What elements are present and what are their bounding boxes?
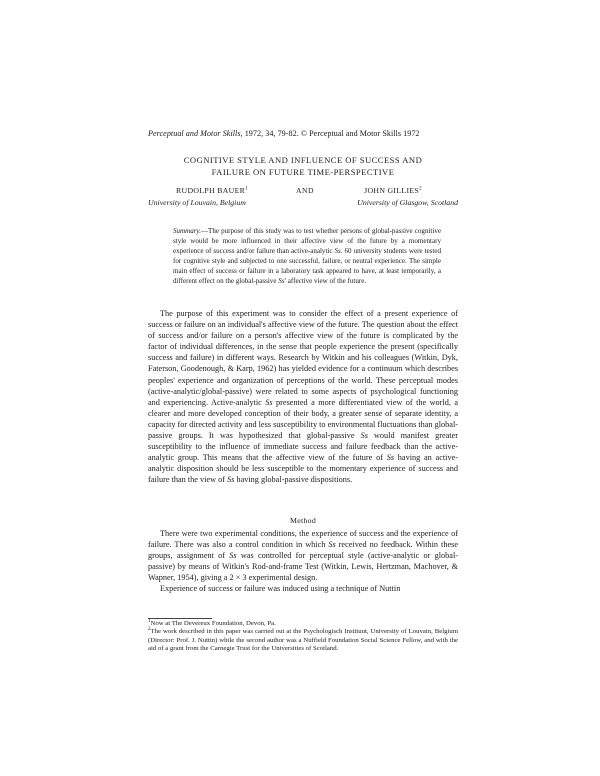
author-1	[148, 185, 272, 209]
author-2-affiliation: University of Glasgow, Scotland	[357, 198, 458, 207]
title-line-2: FAILURE ON FUTURE TIME-PERSPECTIVE	[211, 166, 395, 177]
footnote-divider	[148, 618, 212, 619]
author-2-name: JOHN GILLIES$^2$	[364, 186, 422, 195]
method-paragraph-2: Experience of success or failure was induced using a technique of Nuttin	[160, 584, 401, 594]
citation-details: 1972, 34, 79-82. © Perceptual and Motor Skills 1972	[244, 129, 420, 138]
author-1-affiliation: University of Louvain, Belgium	[148, 198, 246, 207]
abstract: Summary.—The purpose of this study was to test whether persons of global-passive cognitive style would be more influenced in their affective view of the future by a momentary experience of success and/or failure than active-analytic Ss. 60 university students were tested for cognitive style and subjected to one successful, failure, or neutral experience. The simple main effect of success or failure in a laboratory task appeared to have, at least temporarily, a different effect on the global-passive Ss' affective view of the future.	[173, 227, 441, 286]
author-2-footnote-mark: 2	[419, 186, 422, 192]
journal-citation	[148, 129, 458, 138]
author-1-name: RUDOLPH BAUER$^1$	[176, 186, 248, 195]
footnote-2: $^2$The work described in this paper was carried out at the Psychologisch Instituut, University of Louvain, Belgium (Director: Prof. J. Nuttin) while the second author was a Nuffield Foundation Social Science Fellow, and with the aid of a grant from the Carnegie Trust for the Universities of Scotland.	[148, 627, 458, 652]
footnote-1: $^1$Now at The Devereux Foundation, Devon, Pa.	[148, 618, 276, 627]
author-1-footnote-mark: 1	[245, 186, 248, 192]
intro-paragraph: The purpose of this experiment was to consider the effect of a present experience of success or failure on an individual's affective view of the future. The question about the effect of success and/or failure on a person's affective view of the future is complicated by the factor of individual differences, in the sense that people experience the present (specifically success and failure) in different ways. Research by Witkin and his colleagues (Witkin, Dyk, Faterson, Goodenough, & Karp, 1962) has yielded evidence for a continuum which describes peoples' experience and organization of perceptions of the world. These perceptual modes (active-analytic/global-passive) were related to some aspects of psychological functioning and experiencing. Active-analytic Ss presented a more differentiated view of the world, a clearer and more developed conception of their body, a greater sense of separate identity, a capacity for directed activity and less susceptibility to environmental fluctuations than global-passive groups. It was hypothesized that global-passive Ss would manifest greater susceptibility to the influence of immediate success and failure feedback than the active-analytic group. This means that the affective view of the future of Ss having an active-analytic disposition should be less susceptible to the momentary experience of success and failure than the view of Ss having global-passive dispositions.	[148, 309, 458, 485]
method-heading: Method	[289, 516, 317, 525]
author-block	[148, 185, 458, 211]
author-2	[328, 185, 458, 209]
intro-section	[148, 308, 458, 486]
method-paragraph-1: There were two experimental conditions, the experience of success and the experience of failure. There was also a control condition in which Ss received no feedback. Within these groups, assignment of Ss was controlled for perceptual style (active-analytic or global-passive) by means of Witkin's Rod-and-frame Test (Witkin, Lewis, Hertzman, Machover, & Wapner, 1954), giving a 2 × 3 experimental design.	[148, 529, 459, 583]
journal-name: Perceptual and Motor Skills,	[148, 129, 243, 138]
method-section	[148, 528, 458, 595]
author-joiner: AND	[296, 186, 314, 195]
paper-title	[148, 155, 458, 178]
footnotes	[148, 620, 458, 653]
abstract-label: Summary.	[173, 227, 201, 235]
title-line-1: COGNITIVE STYLE AND INFLUENCE OF SUCCESS AND	[183, 155, 423, 165]
